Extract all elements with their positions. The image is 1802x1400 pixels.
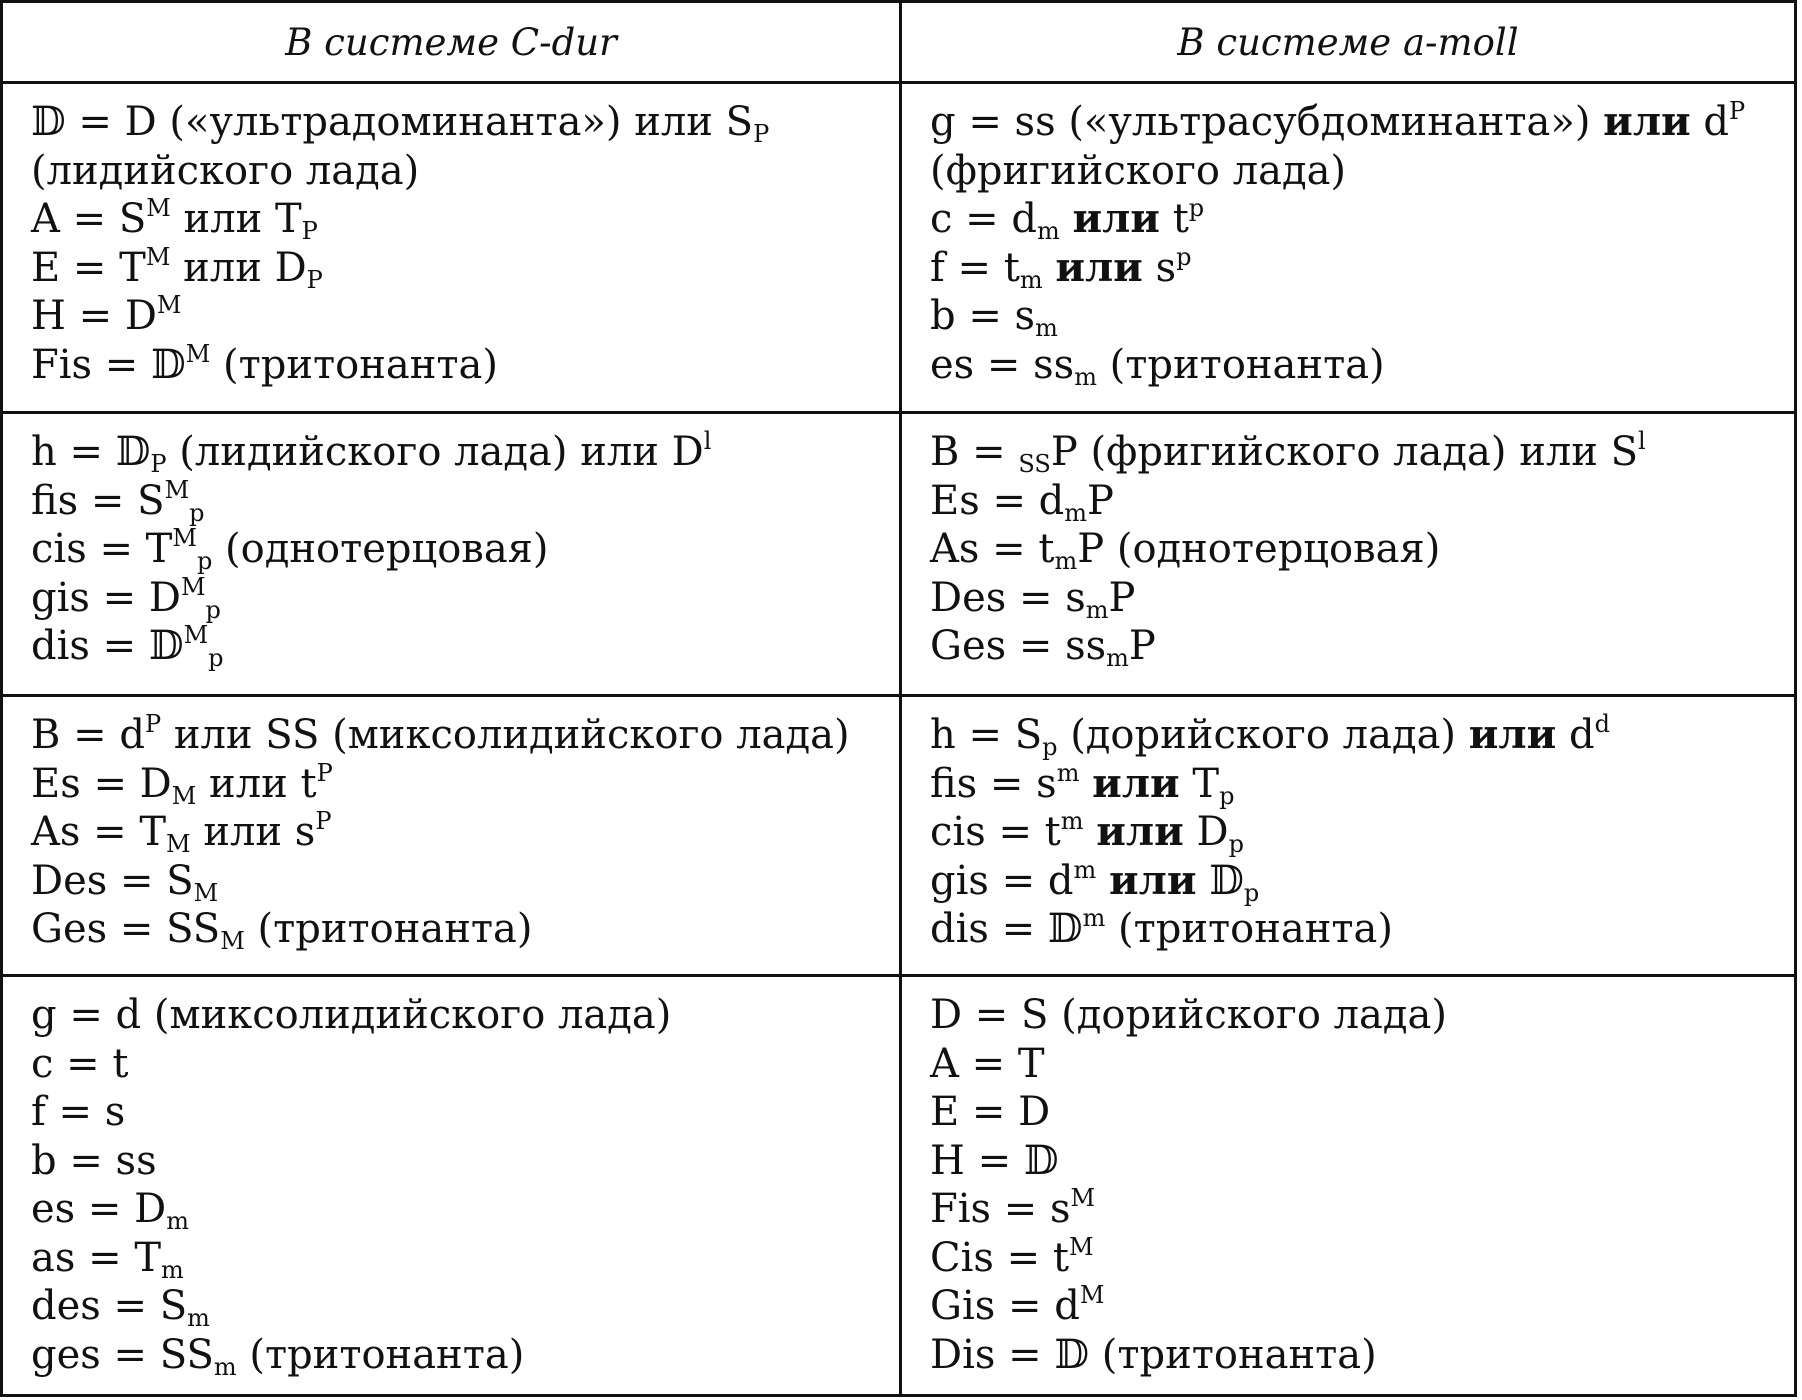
cell-c-dur: [2, 413, 901, 696]
formula-line: c = t: [31, 1040, 129, 1087]
formula-line: des = $S_m$: [31, 1283, 210, 1333]
formula-line: ges = $SS_m$ (тритонанта): [31, 1331, 525, 1381]
header-a-moll: В системе a-moll: [901, 2, 1796, 83]
table-row: [2, 83, 1796, 413]
formula-line: D = S (дорийского лада): [930, 992, 1447, 1038]
formula-line: $c = d_m$ или $t^p$: [930, 194, 1205, 246]
formula-line: $A = S^M$ или $T_P$: [31, 194, 318, 246]
formula-line: H = 𝔻: [930, 1137, 1059, 1184]
formula-line: cis = $T^M_p$ (однотерцовая): [31, 524, 549, 576]
formula-line: (фригийского лада): [930, 147, 1347, 194]
formula-line: $E = T^M$ или $D_P$: [31, 242, 323, 294]
formula-line: $As = T_M$ или $s^P$: [31, 807, 332, 859]
formula-line: $B = d^P$ или SS (миксолидийского лада): [31, 710, 850, 758]
formula-line: fis = $s^m$ или $T_p$: [930, 758, 1235, 810]
formula-line: g = ss («ультрасубдоминанта») или $d^P$: [930, 97, 1746, 145]
formula-line: E = D: [930, 1089, 1051, 1135]
cell-c-dur: [2, 696, 901, 976]
formula-line: gis = $d^m$ или 𝔻$_p$: [930, 855, 1260, 907]
cell-a-moll: [901, 976, 1796, 1396]
formula-line: g = d (миксолидийского лада): [31, 992, 672, 1038]
formula-line: Ges = $ss_mP$: [930, 623, 1156, 673]
cell-a-moll: [901, 696, 1796, 976]
formula-line: Fis = $s^M$: [930, 1184, 1096, 1232]
cell-a-moll: [901, 413, 1796, 696]
formula-line: Cis = $t^M$: [930, 1232, 1094, 1281]
cell-c-dur: [2, 976, 901, 1396]
formula-line: Des = $s_mP$: [930, 574, 1136, 624]
formula-line: dis = 𝔻$^M_p$: [31, 621, 224, 673]
formula-line: B = $_{SS}$P (фригийского лада) или $S^l$: [930, 427, 1646, 479]
formula-line: A = T: [930, 1040, 1045, 1087]
header-c-dur: В системе C-dur: [2, 2, 901, 83]
formula-line: dis = 𝔻$^m$ (тритонанта): [930, 904, 1394, 952]
table-row: [2, 696, 1796, 976]
formula-line: fis = $S^M_p$: [31, 475, 205, 527]
formula-line: $Es = d_mP$: [930, 477, 1114, 527]
formula-line: Des = $S_M$: [31, 857, 219, 907]
formula-line: es = $D_m$: [31, 1186, 189, 1236]
formula-line: $f = t_m$ или $s^p$: [930, 242, 1192, 294]
table-row: [2, 413, 1796, 696]
formula-line: Dis = 𝔻 (тритонанта): [930, 1331, 1377, 1378]
formula-line: (лидийского лада): [31, 147, 420, 194]
formula-line: Ges = $SS_M$ (тритонанта): [31, 906, 533, 956]
formula-line: $H = D^M$: [31, 291, 182, 339]
cell-c-dur: [2, 83, 901, 413]
formula-line: cis = $t^m$ или $D_p$: [930, 807, 1244, 859]
formula-line: Gis = $d^M$: [930, 1281, 1105, 1329]
formula-line: $h = S_p$ (дорийского лада) или $d^d$: [930, 710, 1610, 762]
formula-line: h = 𝔻$_P$ (лидийского лада) или $D^l$: [31, 427, 712, 479]
formula-line: b = ss: [31, 1137, 157, 1184]
header-row: [2, 2, 1796, 83]
table-row: [2, 976, 1796, 1396]
cell-a-moll: [901, 83, 1796, 413]
formula-line: as = $T_m$: [31, 1234, 184, 1284]
formula-line: 𝔻 = D («ультрадоминанта») или $S_P$: [31, 99, 770, 149]
formula-line: Fis = 𝔻$^M$ (тритонанта): [31, 339, 498, 388]
formula-line: $b = s_m$: [930, 293, 1058, 343]
formula-line: es = $ss_m$ (тритонанта): [930, 341, 1385, 391]
formula-line: $As = t_mP$ (однотерцовая): [930, 526, 1441, 576]
formula-line: $Es = D_M$ или $t^P$: [31, 758, 333, 810]
formula-line: gis = $D^M_p$: [31, 572, 221, 624]
formula-line: f = s: [31, 1089, 126, 1135]
